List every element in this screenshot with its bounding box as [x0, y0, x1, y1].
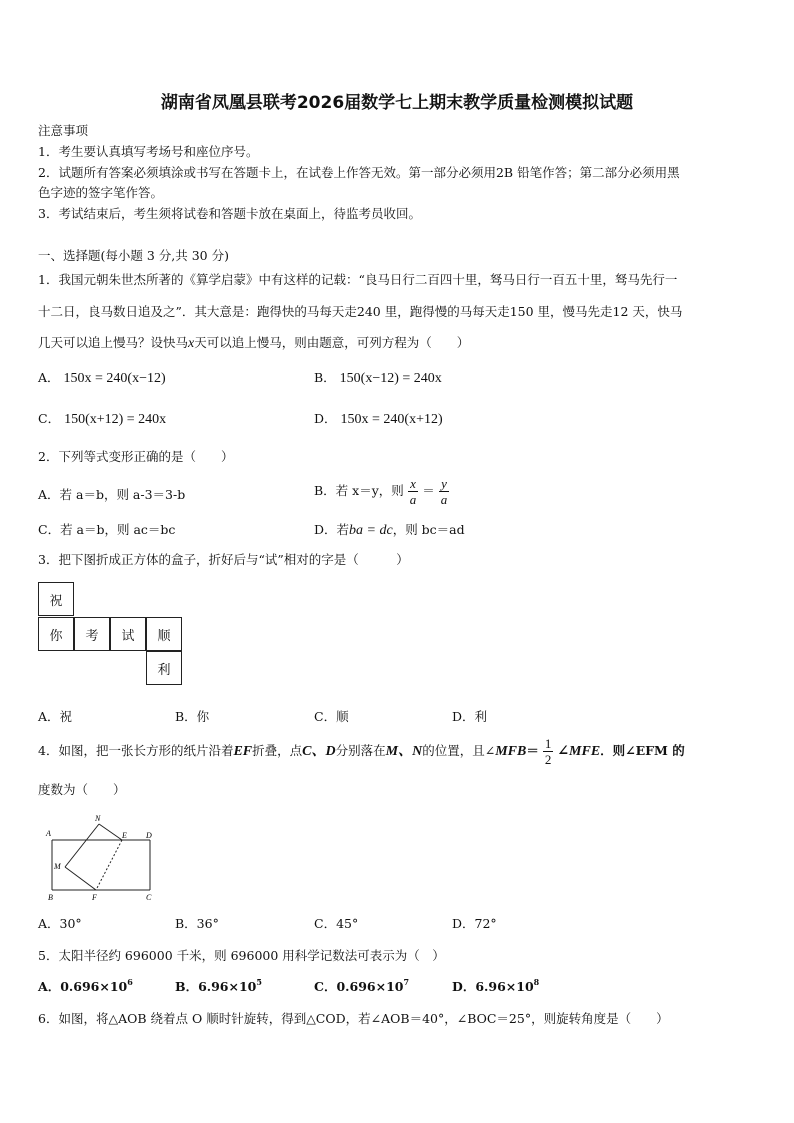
cube-cell: 顺 [146, 617, 182, 651]
label-d: D [146, 831, 152, 840]
option-text: D．若 [314, 522, 350, 537]
label-c: C [146, 893, 152, 902]
q4-line2: 度数为（ ） [38, 782, 126, 797]
q5-option-a[interactable]: A．$0.696\times 10^6$ [38, 977, 133, 994]
q6-stem: 6．如图，将△AOB 绕着点 O 顺时针旋转，得到△COD，若∠AOB＝40°，∠BOC＝25°，则旋转角度是（ ） [38, 1011, 669, 1026]
section-heading: 一、选择题(每小题 3 分,共 30 分) [38, 248, 229, 263]
q3-stem: 3．把下图折成正方体的盒子，折好后与“试”相对的字是（ ） [38, 552, 409, 567]
option-equation: 150(x+12) = 240x [64, 412, 167, 427]
cube-cell: 试 [110, 617, 146, 651]
notice-item: 1．考生要认真填写考场号和座位序号。 [38, 144, 259, 159]
q1-option-a[interactable] [38, 368, 166, 387]
notice-item: 色字迹的签字笔作答。 [38, 185, 164, 200]
fraction-x-over-a: $\frac{x}{a}$ [409, 476, 417, 507]
option-text: B．若 x＝y，则 [314, 483, 404, 498]
option-label: D． [314, 411, 337, 426]
label-e: E [122, 831, 127, 840]
option-equation: 150x = 240(x+12) [340, 412, 443, 427]
q5-option-b[interactable]: B．$6.96\times 10^5$ [175, 977, 262, 994]
notice-item: 2．试题所有答案必须填涂或书写在答题卡上，在试卷上作答无效。第一部分必须用2B 铅笔作答；第二部分必须用黑 [38, 165, 680, 180]
q2-option-b[interactable] [314, 476, 449, 507]
folding-figure [40, 812, 160, 907]
q1-option-b[interactable] [314, 368, 442, 387]
label-a: A [46, 829, 51, 838]
q1-var: x [188, 336, 195, 351]
cube-cell: 考 [74, 617, 110, 651]
label-f: F [92, 893, 97, 902]
q2-option-d[interactable] [314, 520, 465, 539]
option-label: B． [314, 370, 336, 385]
notice-heading: 注意事项 [38, 123, 89, 138]
cube-cell: 你 [38, 617, 74, 651]
q5-stem: 5．太阳半径约 696000 千米，则 696000 用科学记数法可表示为（ ） [38, 948, 445, 963]
option-equation: ba = dc [349, 523, 393, 538]
option-text: ，则 bc＝ad [392, 522, 465, 537]
equals-sign: ＝ [422, 483, 435, 498]
cube-cell: 利 [146, 651, 182, 685]
q3-option-d[interactable]: D．利 [452, 709, 488, 724]
q2-option-a[interactable]: A．若 a＝b，则 a-3＝3-b [38, 487, 186, 502]
q1-line3-rest: 天可以追上慢马，则由题意，可列方程为（ ） [194, 335, 470, 350]
q4-option-d[interactable]: D．72° [452, 916, 497, 931]
q5-option-c[interactable]: C．$0.696\times 10^7$ [314, 977, 410, 994]
q1-line3-text: 几天可以追上慢马？设快马 [38, 335, 189, 350]
fraction-one-half: $\frac{1}{2}$ [544, 736, 552, 767]
notice-item: 3．考试结束后，考生须将试卷和答题卡放在桌面上，待监考员收回。 [38, 206, 421, 221]
q1-line [38, 333, 469, 352]
q2-option-c[interactable]: C．若 a＝b，则 ac＝bc [38, 522, 176, 537]
option-equation: 150x = 240(x−12) [63, 371, 166, 386]
option-equation: 150(x−12) = 240x [339, 371, 442, 386]
q1-line: 1．我国元朝朱世杰所著的《算学启蒙》中有这样的记载：“良马日行二百四十里，驽马日行一百五十里，驽马先行一 [38, 272, 678, 287]
q1-option-d[interactable] [314, 409, 443, 428]
q3-option-a[interactable]: A．祝 [38, 709, 73, 724]
q4-option-b[interactable]: B．36° [175, 916, 219, 931]
q4-option-c[interactable]: C．45° [314, 916, 359, 931]
cube-cell: 祝 [38, 582, 74, 616]
label-n: N [95, 814, 101, 823]
q4-option-a[interactable]: A．30° [38, 916, 82, 931]
q3-option-c[interactable]: C．顺 [314, 709, 349, 724]
q1-option-c[interactable] [38, 409, 166, 428]
q1-line: 十二日，良马数日追及之”．其大意是：跑得快的马每天走240 里，跑得慢的马每天走150 里，慢马先走12 天，快马 [38, 304, 683, 319]
q2-stem: 2．下列等式变形正确的是（ ） [38, 449, 234, 464]
label-b: B [48, 893, 53, 902]
label-m: M [54, 862, 61, 871]
q5-option-d[interactable]: D．$6.96\times 10^8$ [452, 977, 540, 994]
option-label: A． [38, 370, 60, 385]
fraction-y-over-a: $\frac{y}{a}$ [440, 476, 448, 507]
q4-line1: 4．如图，把一张长方形的纸片沿着EF折叠，点C、D分别落在M、N的位置，且∠MFB＝ $\frac{1}{2}$ ∠MFE．则∠EFM 的 [38, 736, 685, 767]
page-title: 湖南省凤凰县联考2026届数学七上期末教学质量检测模拟试题 [160, 93, 634, 113]
q3-option-b[interactable]: B．你 [175, 709, 210, 724]
option-label: C． [38, 411, 61, 426]
